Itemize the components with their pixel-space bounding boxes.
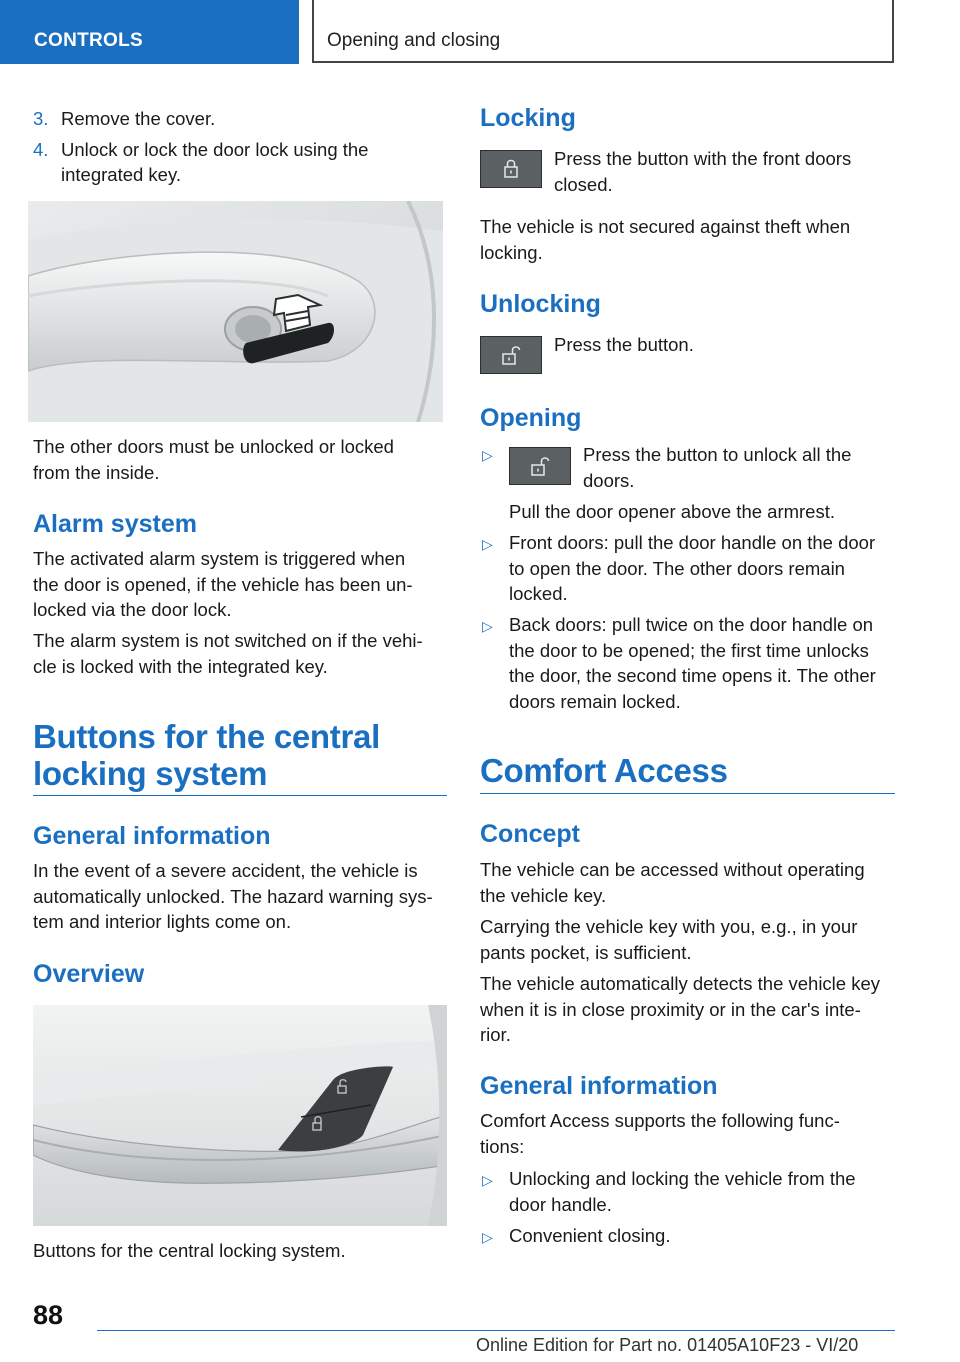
step-number: 4. [33, 139, 49, 160]
lock-icon [481, 151, 541, 187]
line: cle is locked with the integrated key. [33, 655, 328, 677]
unlock-icon [510, 448, 570, 484]
chapter-title: Opening and closing [327, 30, 501, 51]
paragraph-general [33, 858, 433, 935]
step-number: 3. [33, 108, 49, 129]
heading-opening: Opening [480, 404, 582, 432]
edition-info: Online Edition for Part no. 01405A10F23 - VI/20 [476, 1335, 859, 1355]
line: The vehicle can be accessed without operating [480, 859, 865, 880]
chapter-tab [312, 0, 894, 63]
heading-overview: Overview [33, 960, 145, 988]
step-text-line: Unlock or lock the door lock using the [61, 139, 369, 160]
line: The alarm system is not switched on if the vehi‐ [33, 630, 423, 651]
paragraph-general-2 [480, 1108, 840, 1159]
triangle-bullet-icon: ▷ [482, 447, 493, 463]
line: automatically unlocked. The hazard warning sys‐ [33, 885, 433, 907]
section-title: CONTROLS [34, 30, 144, 51]
paragraph-concept-3 [480, 971, 880, 1048]
door-lock-key-illustration [28, 201, 443, 422]
section-rule [33, 795, 447, 796]
line: Press the button with the front doors [554, 148, 852, 169]
line: locking. [480, 241, 543, 263]
heading-buttons-central-locking [33, 718, 380, 792]
opening-bullet-1 [583, 442, 851, 493]
line: The activated alarm system is triggered when [33, 548, 406, 569]
paragraph-other-doors [33, 434, 394, 485]
line: In the event of a severe accident, the vehicle is [33, 860, 418, 881]
line: tem and interior lights come on. [33, 911, 292, 932]
section-tab [0, 0, 299, 64]
line: doors. [583, 469, 635, 491]
line: Front doors: pull the door handle on the door [509, 532, 876, 553]
section-rule [480, 793, 895, 794]
triangle-bullet-icon: ▷ [482, 618, 493, 634]
heading-unlocking: Unlocking [480, 290, 601, 318]
opening-bullet-2 [509, 530, 875, 607]
line: rior. [480, 1024, 511, 1045]
paragraph-alarm-2 [33, 628, 423, 679]
step-4 [33, 137, 447, 189]
unlock-button-image [480, 336, 542, 374]
comfort-bullet-2: Convenient closing. [509, 1225, 671, 1246]
line: Unlocking and locking the vehicle from the [509, 1168, 856, 1189]
line: The vehicle automatically detects the vehicle key [480, 973, 881, 994]
unlock-icon [481, 337, 541, 373]
step-text-line: integrated key. [61, 164, 181, 185]
triangle-bullet-icon: ▷ [482, 1172, 493, 1188]
paragraph-locking [480, 214, 850, 265]
heading-concept: Concept [480, 820, 580, 848]
unlock-button-image [509, 447, 571, 485]
triangle-bullet-icon: ▷ [482, 536, 493, 552]
footer-rule [97, 1330, 895, 1331]
heading-line: locking system [33, 755, 268, 792]
paragraph-alarm-1 [33, 546, 413, 623]
unlocking-button-text: Press the button. [554, 334, 694, 355]
line: door handle. [509, 1193, 612, 1215]
heading-locking: Locking [480, 104, 576, 132]
opening-bullet-3 [509, 612, 876, 714]
comfort-bullet-1 [509, 1166, 856, 1217]
line: tions: [480, 1135, 525, 1157]
line: The vehicle is not secured against theft when [480, 216, 851, 237]
heading-general-information-2: General information [480, 1072, 718, 1100]
opening-bullet-1-sub: Pull the door opener above the armrest. [509, 501, 835, 522]
line: Press the button to unlock all the [583, 444, 852, 465]
line: from the inside. [33, 461, 160, 483]
line: when it is in close proximity or in the car's inte‐ [480, 998, 861, 1020]
step-text: Remove the cover. [61, 108, 216, 129]
line: the door, the second time opens it. The other [509, 665, 876, 686]
line: the door is opened, if the vehicle has been un‐ [33, 573, 413, 595]
line: the vehicle key. [480, 884, 607, 906]
heading-alarm-system: Alarm system [33, 510, 197, 538]
line: Back doors: pull twice on the door handle on [509, 614, 874, 635]
heading-line: Buttons for the central [33, 718, 380, 755]
image-caption: Buttons for the central locking system. [33, 1240, 346, 1261]
page-number: 88 [33, 1300, 64, 1330]
line: the door to be opened; the first time unlocks [509, 639, 869, 661]
lock-button-image [480, 150, 542, 188]
line: pants pocket, is sufficient. [480, 941, 692, 963]
line: doors remain locked. [509, 690, 681, 712]
line: The other doors must be unlocked or locked [33, 436, 394, 457]
triangle-bullet-icon: ▷ [482, 1229, 493, 1245]
line: locked. [509, 583, 568, 604]
heading-general-information: General information [33, 822, 271, 850]
line: locked via the door lock. [33, 599, 232, 620]
line: Comfort Access supports the following func‐ [480, 1110, 840, 1131]
line: closed. [554, 173, 613, 195]
central-locking-buttons-illustration [33, 1005, 447, 1226]
locking-button-text [554, 146, 851, 197]
heading-comfort-access: Comfort Access [480, 752, 728, 789]
line: Carrying the vehicle key with you, e.g., in your [480, 916, 858, 937]
paragraph-concept-1 [480, 857, 865, 908]
line: to open the door. The other doors remain [509, 557, 845, 579]
paragraph-concept-2 [480, 914, 857, 965]
